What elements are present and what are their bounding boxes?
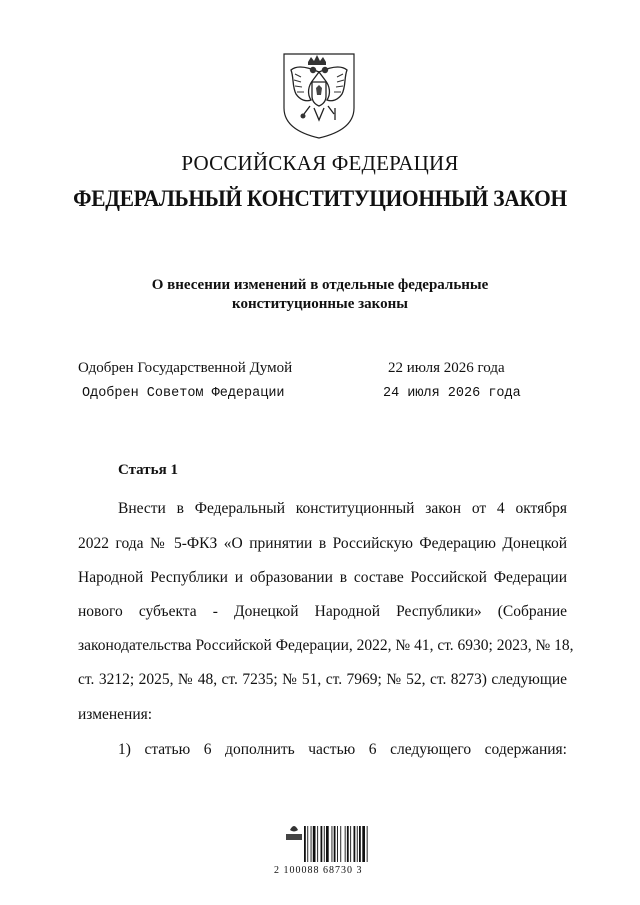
barcode-number: 2 100088 68730 3 — [274, 865, 363, 876]
article-text-line: нового субъекта - Донецкой Народной Республики» (Собрание — [78, 603, 567, 620]
article-heading: Статья 1 — [118, 462, 178, 478]
law-title-line-2: конституционные законы — [232, 296, 408, 312]
council-approval-date: 24 июля 2026 года — [383, 386, 521, 401]
state-emblem — [280, 50, 358, 140]
article-text-line: 2022 года № 5-ФКЗ «О принятии в Российскую Федерацию Донецкой — [78, 535, 567, 552]
duma-approval-date: 22 июля 2026 года — [388, 360, 505, 376]
law-title — [100, 276, 540, 314]
law-title-line-1: О внесении изменений в отдельные федеральные — [151, 277, 489, 293]
council-approval-label: Одобрен Советом Федерации — [82, 386, 285, 401]
article-text-line: Внести в Федеральный конституционный закон от 4 октября — [118, 500, 567, 517]
article-text-line: ст. 3212; 2025, № 48, ст. 7235; № 51, ст. 7969; № 52, ст. 8273) следующие — [78, 671, 567, 688]
duma-approval-label: Одобрен Государственной Думой — [78, 360, 293, 376]
article-text-line: изменения: — [78, 706, 153, 723]
article-item-line: 1) статью 6 дополнить частью 6 следующего содержания: — [118, 741, 567, 758]
article-text-line: законодательства Российской Федерации, 2022, № 41, ст. 6930; 2023, № 18, — [78, 637, 574, 654]
article-text-line: Народной Республики и образовании в составе Российской Федерации — [78, 569, 567, 586]
law-type-heading: ФЕДЕРАЛЬНЫЙ КОНСТИТУЦИОННЫЙ ЗАКОН — [73, 186, 567, 211]
country-name: РОССИЙСКАЯ ФЕДЕРАЦИЯ — [181, 151, 459, 175]
